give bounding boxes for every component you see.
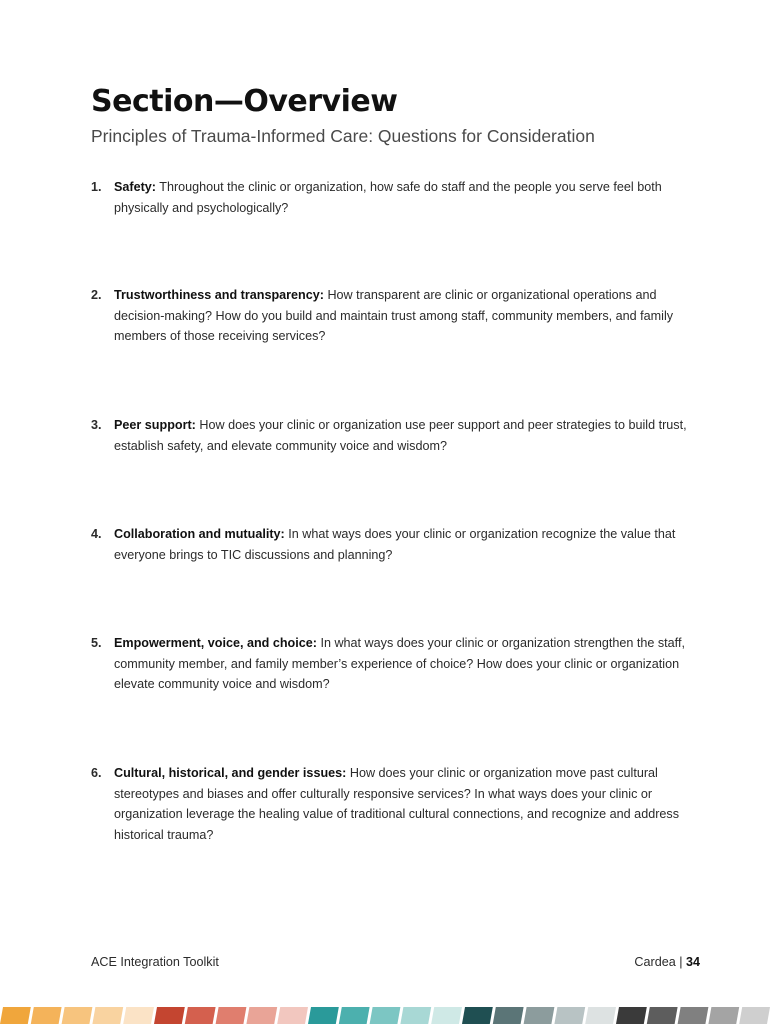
question-number: 2. xyxy=(91,288,102,302)
stripe-block xyxy=(123,1007,154,1024)
decorative-color-stripe xyxy=(0,1007,770,1024)
question-peer-support xyxy=(91,415,691,456)
question-collaboration xyxy=(91,524,691,565)
question-label: Cultural, historical, and gender issues: xyxy=(114,766,347,780)
stripe-block xyxy=(400,1007,431,1024)
stripe-block xyxy=(277,1007,308,1024)
question-number: 5. xyxy=(91,636,102,650)
question-trustworthiness xyxy=(91,285,691,347)
stripe-block xyxy=(678,1007,709,1024)
question-text: How does your clinic or organization use peer support and peer strategies to build trust, establish safety, and elevate community voice and wisdom? xyxy=(114,418,687,453)
stripe-block xyxy=(0,1007,31,1024)
footer-org: Cardea | xyxy=(634,955,683,969)
stripe-block xyxy=(708,1007,739,1024)
stripe-block xyxy=(31,1007,62,1024)
stripe-block xyxy=(616,1007,647,1024)
question-label: Empowerment, voice, and choice: xyxy=(114,636,317,650)
question-label: Peer support: xyxy=(114,418,196,432)
page-number: 34 xyxy=(685,955,700,969)
question-number: 3. xyxy=(91,418,102,432)
stripe-block xyxy=(339,1007,370,1024)
stripe-block xyxy=(92,1007,123,1024)
question-safety xyxy=(91,177,691,218)
stripe-block xyxy=(431,1007,462,1024)
footer-toolkit-name: ACE Integration Toolkit xyxy=(91,955,219,969)
question-text: How transparent are clinic or organizational operations and decision-making? How do you build and maintain trust among staff, community members, and family members of those receiving services? xyxy=(114,288,674,344)
stripe-block xyxy=(493,1007,524,1024)
question-empowerment xyxy=(91,633,691,695)
stripe-block xyxy=(216,1007,247,1024)
stripe-block xyxy=(462,1007,493,1024)
question-text: Throughout the clinic or organization, how safe do staff and the people you serve feel both physically and psychologically? xyxy=(114,180,662,215)
stripe-block xyxy=(647,1007,678,1024)
stripe-block xyxy=(370,1007,401,1024)
stripe-block xyxy=(554,1007,585,1024)
page-title: Section—Overview xyxy=(91,84,398,119)
stripe-block xyxy=(585,1007,616,1024)
question-number: 4. xyxy=(91,527,102,541)
question-label: Collaboration and mutuality: xyxy=(114,527,285,541)
question-number: 1. xyxy=(91,180,102,194)
footer-page-info xyxy=(634,955,700,969)
question-text: How does your clinic or organization move past cultural stereotypes and biases and offer culturally responsive services? In what ways does your clinic or organization leverage the healing value of traditional cultural connections, and recognize and address historical trauma? xyxy=(114,766,679,842)
question-cultural xyxy=(91,763,691,845)
stripe-block xyxy=(185,1007,216,1024)
stripe-block xyxy=(739,1007,770,1024)
question-label: Trustworthiness and transparency: xyxy=(114,288,324,302)
question-number: 6. xyxy=(91,766,102,780)
stripe-block xyxy=(524,1007,555,1024)
stripe-block xyxy=(246,1007,277,1024)
stripe-block xyxy=(308,1007,339,1024)
question-text: In what ways does your clinic or organization strengthen the staff, community member, and family member’s experience of choice? How does your clinic or organization elevate community voice and wisdom? xyxy=(114,636,685,692)
page-subtitle: Principles of Trauma-Informed Care: Questions for Consideration xyxy=(91,126,595,146)
question-label: Safety: xyxy=(114,180,156,194)
stripe-block xyxy=(154,1007,185,1024)
stripe-block xyxy=(62,1007,93,1024)
question-text: In what ways does your clinic or organization recognize the value that everyone brings to TIC discussions and planning? xyxy=(114,527,676,562)
